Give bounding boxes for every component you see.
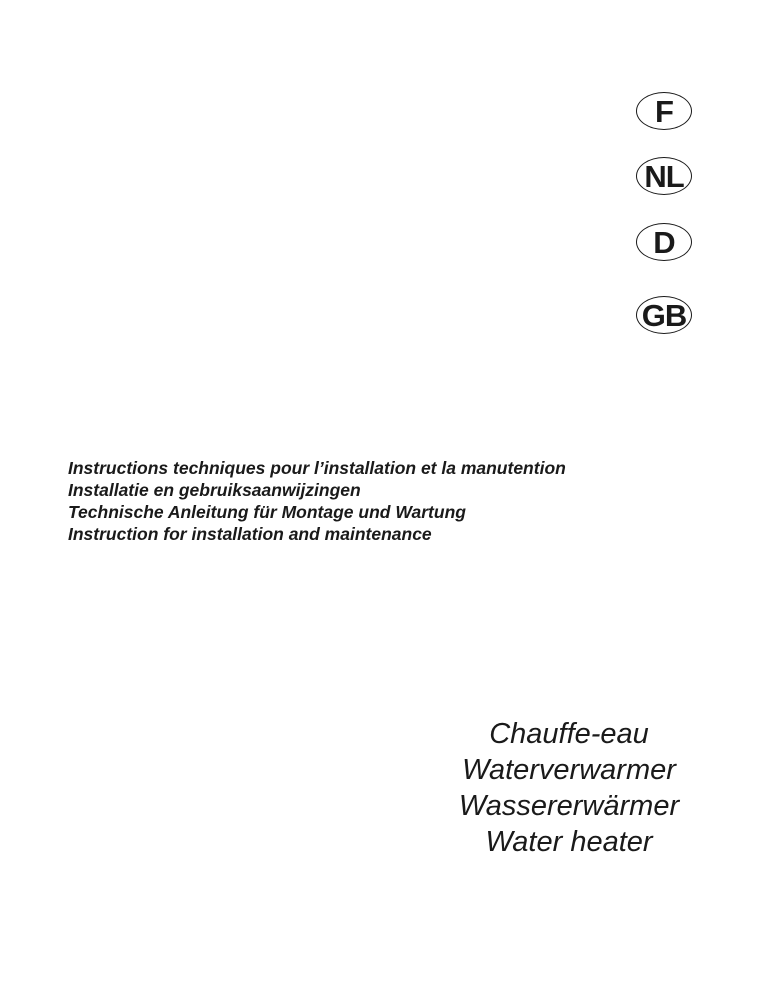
language-badge-label: NL — [644, 158, 684, 194]
language-badge-gb — [636, 296, 692, 334]
product-name-nl: Waterverwarmer — [462, 754, 676, 786]
language-badge-label: F — [655, 93, 673, 129]
language-badge-label: D — [653, 224, 675, 260]
instruction-title-de: Technische Anleitung für Montage und Wartung — [68, 502, 466, 522]
product-names — [430, 716, 708, 860]
instruction-title-en: Instruction for installation and maintenance — [68, 524, 432, 544]
product-name-en: Water heater — [485, 826, 653, 858]
instruction-title-nl: Installatie en gebruiksaanwijzingen — [68, 480, 361, 500]
instruction-titles — [68, 457, 566, 545]
language-badge-d — [636, 223, 692, 261]
instruction-title-fr: Instructions techniques pour l’installation et la manutention — [68, 458, 566, 478]
language-badge-nl — [636, 157, 692, 195]
language-badge-label: GB — [641, 297, 687, 333]
product-name-de: Wassererwärmer — [458, 790, 680, 822]
product-name-fr: Chauffe-eau — [489, 718, 649, 750]
language-badge-f — [636, 92, 692, 130]
